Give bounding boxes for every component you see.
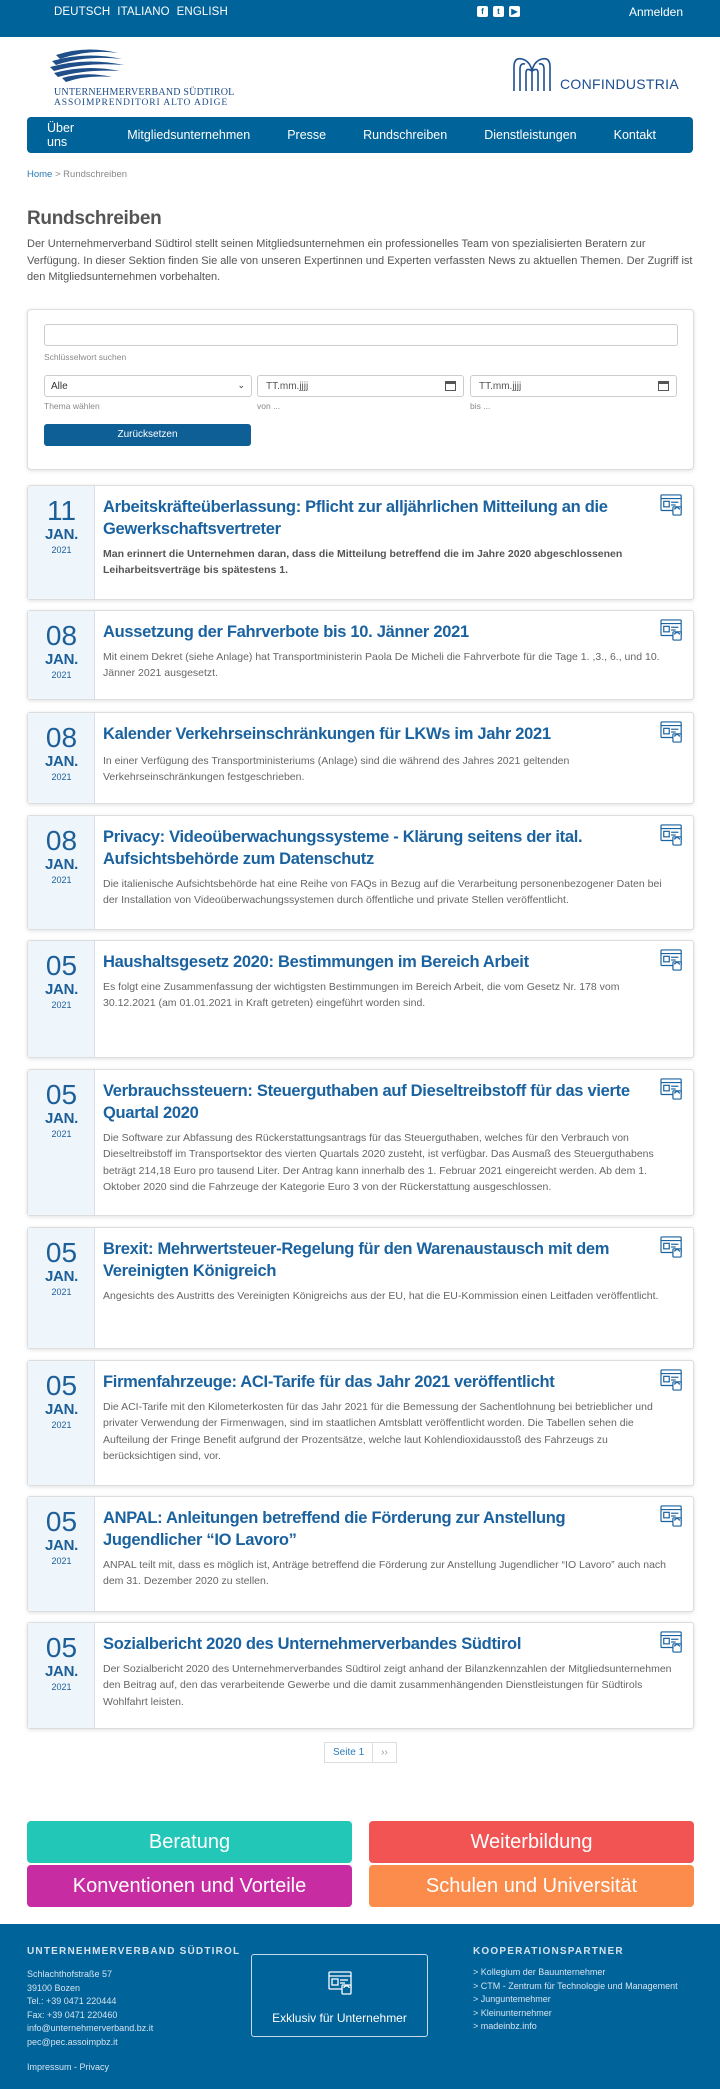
news-date bbox=[28, 611, 95, 699]
news-card[interactable] bbox=[27, 815, 694, 930]
weiterbildung-button[interactable]: Weiterbildung bbox=[369, 1821, 694, 1863]
logo-text-de: UNTERNEHMERVERBAND SÜDTIROL bbox=[54, 87, 235, 98]
news-title[interactable]: Sozialbericht 2020 des Unternehmerverbandes Südtirol bbox=[103, 1635, 522, 1653]
news-year: 2021 bbox=[51, 1287, 72, 1297]
news-year: 2021 bbox=[51, 875, 72, 885]
news-excerpt: Die italienische Aufsichtsbehörde hat eine Reihe von FAQs in Bezug auf die Verarbeitung personenbezogener Daten bei der Installation von Videoüberwachungssystemen durch öffentliche und private Stellen veröffentlicht. bbox=[103, 878, 662, 907]
members-only-icon bbox=[660, 949, 684, 971]
news-title[interactable]: Brexit: Mehrwertsteuer-Regelung für den Warenaustausch mit dem Vereinigten Königreich bbox=[103, 1240, 610, 1280]
news-card[interactable] bbox=[27, 1496, 694, 1612]
main-nav bbox=[27, 117, 693, 153]
confindustria-emblem-icon bbox=[510, 53, 554, 93]
footer-org-heading: UNTERNEHMERVERBAND SÜDTIROL bbox=[27, 1946, 241, 1957]
members-only-icon bbox=[660, 721, 684, 743]
breadcrumb-current: Rundschreiben bbox=[63, 169, 128, 180]
partner-link[interactable]: > Kleinunternehmer bbox=[473, 2007, 552, 2018]
members-document-icon bbox=[328, 1971, 354, 1995]
partner-link[interactable]: > Junguntemehmer bbox=[473, 1994, 551, 2004]
filter-panel bbox=[27, 309, 694, 470]
news-excerpt: Man erinnert die Unternehmen daran, dass die Mitteilung betreffend die im Jahre 2020 abgeschlossenen Leiharbeitsverträge bis spätestens 1. bbox=[103, 548, 623, 577]
twitter-icon[interactable]: t bbox=[493, 6, 504, 17]
news-month: JAN. bbox=[45, 1537, 78, 1554]
partners-list bbox=[473, 1966, 678, 2034]
youtube-icon[interactable]: ▶ bbox=[509, 6, 520, 17]
exclusive-members-label: Exklusiv für Unternehmer bbox=[272, 2011, 407, 2025]
news-title[interactable]: ANPAL: Anleitungen betreffend die Förderung zur Anstellung Jugendlicher “IO Lavoro” bbox=[103, 1509, 566, 1549]
footer-address bbox=[27, 1968, 153, 2049]
members-only-icon bbox=[660, 1236, 684, 1258]
confindustria-text: CONFINDUSTRIA bbox=[560, 76, 680, 92]
news-date bbox=[28, 941, 95, 1057]
news-day: 08 bbox=[45, 825, 78, 856]
members-only-icon bbox=[660, 1631, 684, 1653]
login-link[interactable]: Anmelden bbox=[628, 5, 683, 19]
address-pec[interactable]: pec@pec.assoimpbz.it bbox=[27, 2036, 118, 2047]
news-month: JAN. bbox=[45, 856, 78, 873]
news-excerpt: Es folgt eine Zusammenfassung der wichtigsten Bestimmungen im Bereich Arbeit, die vom Gesetz Nr. 178 vom 30.12.2021 (am 01.01.2021 in Kraft getreten) eingeführt worden sind. bbox=[103, 981, 620, 1010]
news-card[interactable] bbox=[27, 485, 694, 600]
news-card[interactable] bbox=[27, 940, 694, 1058]
nav-mitgliedsunternehmen[interactable]: Mitgliedsunternehmen bbox=[127, 128, 251, 142]
date-to-input[interactable] bbox=[470, 375, 677, 397]
news-month: JAN. bbox=[45, 526, 78, 543]
keyword-search-label: Schlüsselwort suchen bbox=[44, 352, 127, 362]
news-year: 2021 bbox=[51, 1129, 72, 1139]
keyword-search-input[interactable] bbox=[44, 324, 678, 346]
nav-presse[interactable]: Presse bbox=[287, 128, 327, 142]
news-day: 05 bbox=[45, 1506, 78, 1537]
news-date bbox=[28, 713, 95, 803]
news-month: JAN. bbox=[45, 981, 78, 998]
language-switcher bbox=[54, 6, 228, 18]
news-excerpt: Mit einem Dekret (siehe Anlage) hat Transportministerin Paola De Micheli die Fahrverbote für die Tage 1. ,3., 6., und 10. Jänner 2021 ausgesetzt. bbox=[103, 651, 660, 680]
address-phone: Tel.: +39 0471 220444 bbox=[27, 1996, 117, 2006]
news-year: 2021 bbox=[51, 1682, 72, 1692]
news-excerpt: ANPAL teilt mit, dass es möglich ist, Anträge betreffend die Förderung zur Anstellung Jugendlicher “IO Lavoro” auch nach dem 31. Dezember 2020 zu stellen. bbox=[103, 1559, 667, 1588]
footer bbox=[0, 1924, 720, 2089]
date-from-input[interactable] bbox=[257, 375, 464, 397]
exclusive-members-button[interactable] bbox=[251, 1954, 428, 2037]
news-year: 2021 bbox=[51, 1556, 72, 1566]
news-card[interactable] bbox=[27, 610, 694, 700]
news-month: JAN. bbox=[45, 1663, 78, 1680]
news-title[interactable]: Firmenfahrzeuge: ACI-Tarife für das Jahr 2021 veröffentlicht bbox=[103, 1373, 555, 1391]
news-date bbox=[28, 816, 95, 929]
news-year: 2021 bbox=[51, 1000, 72, 1010]
news-excerpt: Der Sozialbericht 2020 des Unternehmerverbandes Südtirol zeigt anhand der Bilanzkennzahlen der Mitgliedsunternehmen den Beitrag auf, den das verarbeitende Gewerbe und die damit zusammenhängenden Dienstleistungen für Südtirols Wohlfahrt leisten. bbox=[103, 1663, 672, 1708]
theme-select[interactable] bbox=[44, 375, 252, 397]
news-month: JAN. bbox=[45, 1110, 78, 1127]
reset-button[interactable]: Zurücksetzen bbox=[44, 424, 251, 446]
schulen-button[interactable]: Schulen und Universität bbox=[369, 1865, 694, 1907]
news-day: 11 bbox=[46, 495, 77, 526]
calendar-icon[interactable] bbox=[445, 381, 456, 391]
news-year: 2021 bbox=[51, 772, 72, 782]
footer-legal bbox=[27, 2062, 109, 2072]
theme-select-value: Alle bbox=[51, 381, 68, 392]
members-only-icon bbox=[660, 619, 684, 641]
members-only-icon bbox=[660, 1078, 684, 1100]
news-day: 05 bbox=[45, 1370, 78, 1401]
news-month: JAN. bbox=[45, 1268, 78, 1285]
breadcrumb-separator: > bbox=[52, 169, 64, 180]
news-day: 08 bbox=[45, 620, 78, 651]
footer-partners-heading: KOOPERATIONSPARTNER bbox=[473, 1946, 624, 1957]
calendar-icon[interactable] bbox=[658, 381, 669, 391]
confindustria-logo[interactable] bbox=[510, 53, 680, 103]
date-from-label: von ... bbox=[257, 401, 281, 411]
lang-english[interactable]: ENGLISH bbox=[176, 6, 228, 18]
news-title[interactable]: Haushaltsgesetz 2020: Bestimmungen im Bereich Arbeit bbox=[103, 953, 529, 971]
news-title[interactable]: Aussetzung der Fahrverbote bis 10. Jänner 2021 bbox=[103, 623, 469, 641]
address-email[interactable]: info@unternehmerverband.bz.it bbox=[27, 2023, 154, 2033]
news-title[interactable]: Verbrauchssteuern: Steuerguthaben auf Dieseltreibstoff für das vierte Quartal 2020 bbox=[103, 1082, 630, 1122]
address-fax: Fax: +39 0471 220460 bbox=[27, 2009, 118, 2020]
nav-ueber-uns[interactable]: Über uns bbox=[47, 121, 75, 149]
news-title[interactable]: Privacy: Videoüberwachungssysteme - Klärung seitens der ital. Aufsichtsbehörde zum Datenschutz bbox=[103, 828, 583, 868]
news-excerpt: Die ACI-Tarife mit den Kilometerkosten für das Jahr 2021 für die Bemessung der Sachentlohnung bei betrieblicher und privater Verwendung der Firmenwagen, sind im staatlichen Amtsblatt veröffentlicht worden. Die Tabellen sehen die Aufteilung der Fringe Benefit aufgrund der Prozentsätze, welche laut Kohlendioxidausstoß des Fahrzeugs zu berücksichtigen sind, vor. bbox=[103, 1401, 653, 1462]
facebook-icon[interactable]: f bbox=[477, 6, 488, 17]
news-month: JAN. bbox=[45, 1401, 78, 1418]
partner-link[interactable]: > CTM - Zentrum für Technologie und Management bbox=[473, 1980, 678, 1991]
address-street: Schlachthofstraße 57 bbox=[27, 1969, 113, 1979]
page-title: Rundschreiben bbox=[27, 208, 162, 229]
page-current[interactable]: Seite 1 bbox=[324, 1742, 373, 1763]
news-year: 2021 bbox=[51, 670, 72, 680]
news-card[interactable] bbox=[27, 712, 694, 804]
news-title[interactable]: Arbeitskräfteüberlassung: Pflicht zur alljährlichen Mitteilung an die Gewerkschaftsvertreter bbox=[103, 498, 608, 538]
logo-swirl-icon bbox=[46, 47, 126, 87]
news-date bbox=[28, 1623, 95, 1728]
privacy-link[interactable]: Privacy bbox=[79, 2062, 110, 2072]
news-date bbox=[28, 1228, 95, 1348]
address-city: 39100 Bozen bbox=[27, 1982, 81, 1993]
news-card[interactable] bbox=[27, 1622, 694, 1729]
news-excerpt: Angesichts des Austritts des Vereinigten Königreichs aus der EU, hat die EU-Kommission einen Leitfaden veröffentlicht. bbox=[103, 1290, 659, 1302]
partner-link[interactable]: > madeinbz.info bbox=[473, 2021, 537, 2031]
news-day: 05 bbox=[45, 950, 78, 981]
lang-deutsch[interactable]: DEUTSCH bbox=[54, 6, 111, 18]
date-to-label: bis ... bbox=[470, 401, 491, 411]
news-card[interactable] bbox=[27, 1069, 694, 1216]
news-month: JAN. bbox=[45, 651, 78, 668]
breadcrumb-home[interactable]: Home bbox=[27, 169, 53, 180]
news-date bbox=[28, 1497, 95, 1611]
impressum-link[interactable]: Impressum bbox=[27, 2062, 72, 2072]
lang-italiano[interactable]: ITALIANO bbox=[117, 6, 170, 18]
news-day: 08 bbox=[45, 722, 78, 753]
news-day: 05 bbox=[45, 1079, 78, 1110]
pagination bbox=[324, 1742, 397, 1763]
nav-rundschreiben[interactable]: Rundschreiben bbox=[363, 128, 448, 142]
beratung-button[interactable]: Beratung bbox=[27, 1821, 352, 1863]
date-to-placeholder: TT.mm.jjjj bbox=[479, 381, 522, 392]
breadcrumb bbox=[27, 169, 127, 180]
legal-separator: - bbox=[71, 2062, 80, 2072]
page-next-button[interactable]: ›› bbox=[373, 1742, 397, 1763]
page-intro: Der Unternehmerverband Südtirol stellt seinen Mitgliedsunternehmen ein professionelles Team von spezialisierten Beratern zur Verfügung. In dieser Sektion finden Sie alle von unseren Expertinnen und Experten verfassten News zu aktuellen Themen. Der Zugriff ist den Mitgliedsunternehmen vorbehalten. bbox=[27, 238, 693, 283]
unternehmerverband-logo[interactable] bbox=[46, 47, 235, 109]
partner-link[interactable]: > Kollegium der Bauunternehmer bbox=[473, 1967, 606, 1977]
social-links bbox=[477, 6, 520, 17]
news-card[interactable] bbox=[27, 1360, 694, 1486]
news-excerpt: In einer Verfügung des Transportministeriums (Anlage) sind die während des Jahres 2021 geltenden Verkehrseinschränkungen festgeschrieben. bbox=[103, 755, 570, 784]
chevron-down-icon: ⌄ bbox=[237, 380, 245, 390]
news-date bbox=[28, 486, 95, 599]
news-day: 05 bbox=[45, 1632, 78, 1663]
news-title[interactable]: Kalender Verkehrseinschränkungen für LKWs im Jahr 2021 bbox=[103, 725, 551, 743]
members-only-icon bbox=[660, 494, 684, 516]
members-only-icon bbox=[660, 1505, 684, 1527]
nav-dienstleistungen[interactable]: Dienstleistungen bbox=[484, 128, 577, 142]
members-only-icon bbox=[660, 1369, 684, 1391]
news-date bbox=[28, 1361, 95, 1485]
nav-kontakt[interactable]: Kontakt bbox=[613, 128, 656, 142]
news-year: 2021 bbox=[51, 545, 72, 555]
date-from-placeholder: TT.mm.jjjj bbox=[266, 381, 309, 392]
news-excerpt: Die Software zur Abfassung des Rückerstattungsantrags für das Steuerguthaben, welches für den Verbrauch von Dieseltreibstoff im Transportsektor des vierten Quartals 2020 zusteht, ist verfügbar. Das Ausmaß des Steuerguthabens beträgt 214,18 Euro pro tausend Liter. Der Antrag kann innerhalb des 1. Februar 2021 eingereicht werden. Ab dem 1. Oktober 2020 sind die Fahrzeuge der Kategorie Euro 3 von der Rückerstattung ausgeschlossen. bbox=[103, 1132, 654, 1193]
theme-select-label: Thema wählen bbox=[44, 401, 100, 411]
news-card[interactable] bbox=[27, 1227, 694, 1349]
news-date bbox=[28, 1070, 95, 1215]
konventionen-button[interactable]: Konventionen und Vorteile bbox=[27, 1865, 352, 1907]
news-day: 05 bbox=[45, 1237, 78, 1268]
news-year: 2021 bbox=[51, 1420, 72, 1430]
logo-text-it: ASSOIMPRENDITORI ALTO ADIGE bbox=[54, 98, 229, 108]
members-only-icon bbox=[660, 824, 684, 846]
news-month: JAN. bbox=[45, 753, 78, 770]
header bbox=[0, 37, 720, 117]
top-bar bbox=[0, 0, 720, 37]
